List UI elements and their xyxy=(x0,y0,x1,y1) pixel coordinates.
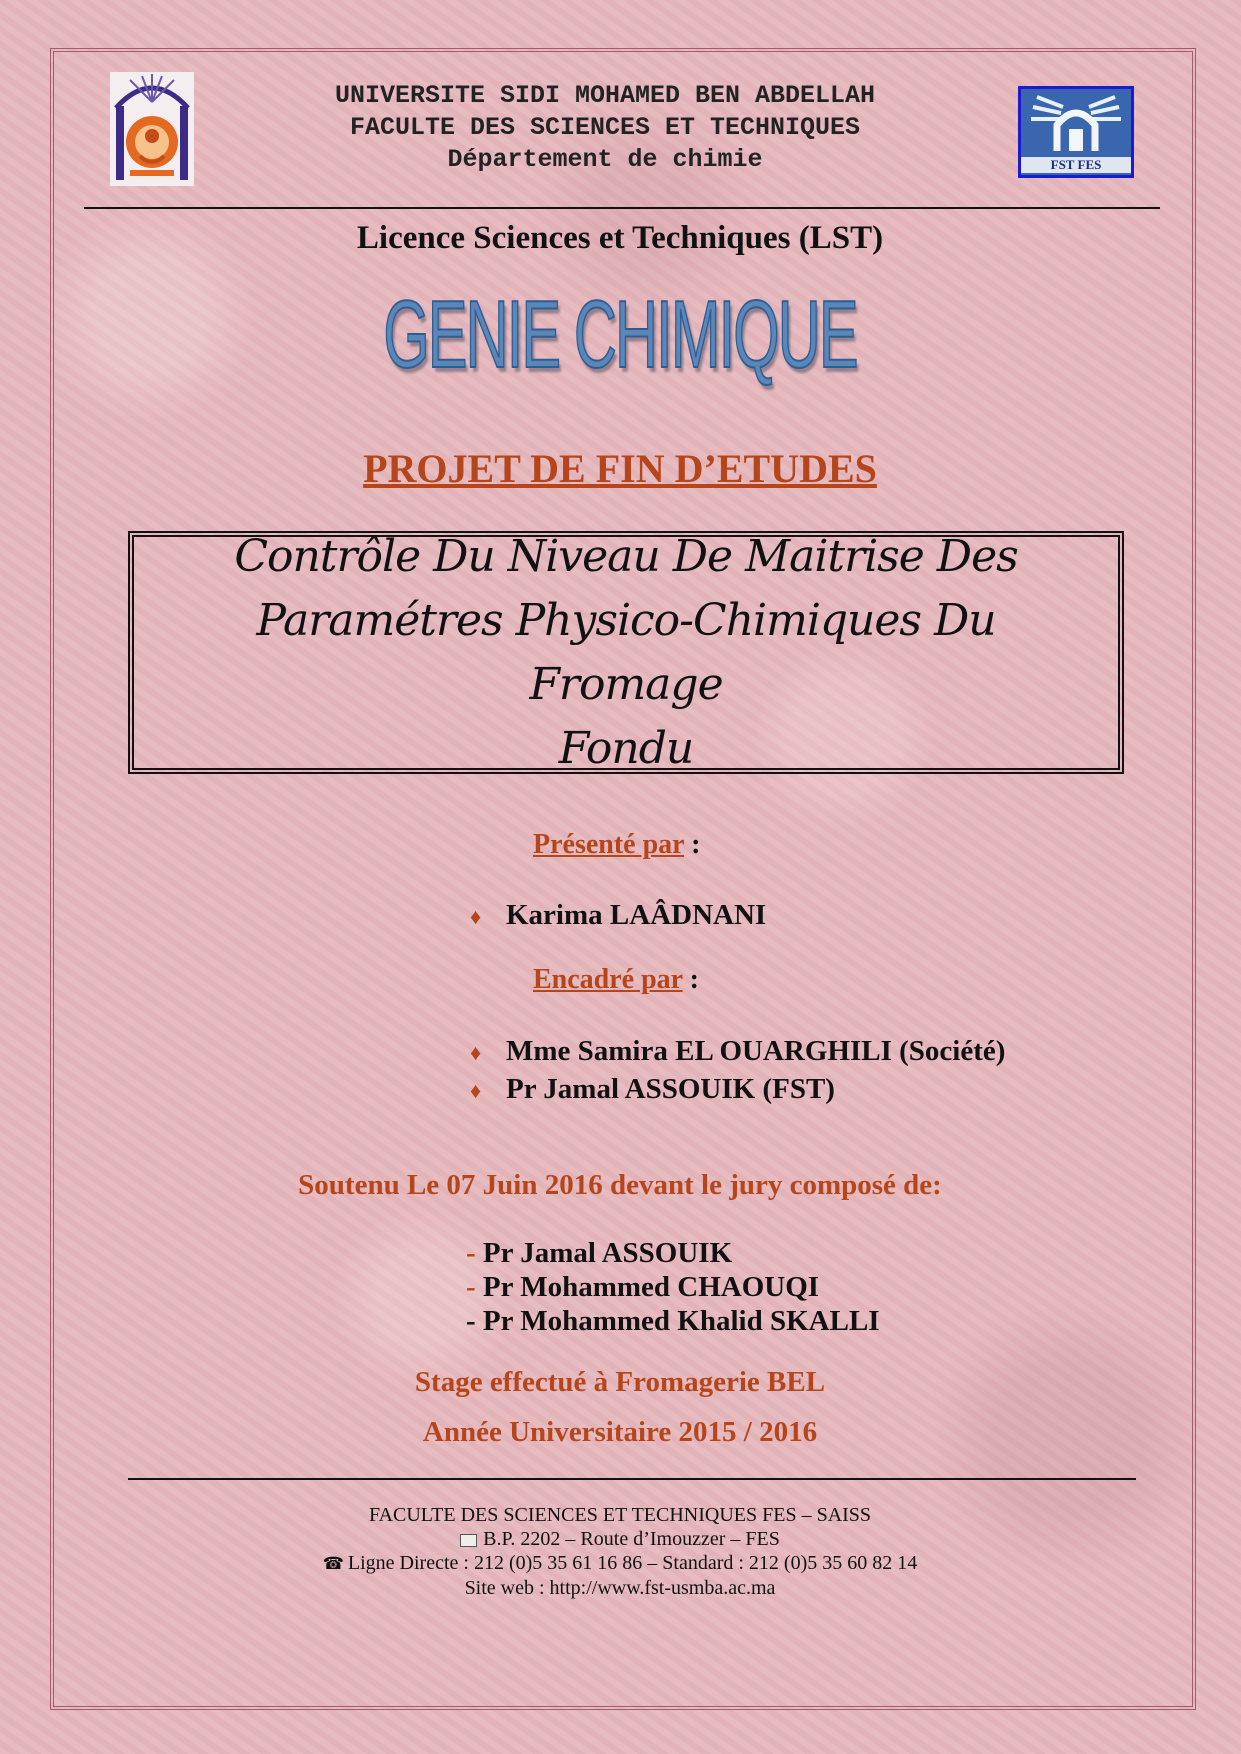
jury-member: - Pr Mohammed CHAOUQI xyxy=(466,1271,820,1303)
institution-header xyxy=(220,80,990,176)
program-title: Licence Sciences et Techniques (LST) xyxy=(356,220,884,256)
mail-icon xyxy=(460,1534,477,1547)
specialty-title: GENIE CHIMIQUE xyxy=(383,281,857,388)
footer-institution: FACULTE DES SCIENCES ET TECHNIQUES FES – SAISS xyxy=(368,1504,872,1526)
internship-location: Stage effectué à Fromagerie BEL xyxy=(414,1366,826,1398)
supervisor-item: ♦ Mme Samira EL OUARGHILI (Société) xyxy=(470,1033,1005,1071)
footer-website: Site web : http://www.fst-usmba.ac.ma xyxy=(464,1577,776,1599)
phone-icon: ☎ xyxy=(322,1554,344,1573)
student-name: Karima LAÂDNANI xyxy=(506,899,767,931)
jury-list xyxy=(466,1236,880,1338)
presented-by-label: Présenté par : xyxy=(533,829,701,860)
footer-address-line: B.P. 2202 – Route d’Imouzzer – FES xyxy=(200,1527,1040,1551)
university-name: UNIVERSITE SIDI MOHAMED BEN ABDELLAH xyxy=(334,81,876,110)
thesis-title-line: Fondu xyxy=(558,722,694,774)
student-item xyxy=(470,897,766,935)
fst-logo-label: FST FES xyxy=(1021,157,1131,173)
fst-logo xyxy=(1018,86,1134,178)
jury-member: - Pr Jamal ASSOUIK xyxy=(466,1237,733,1269)
footer-divider xyxy=(128,1478,1136,1480)
footer-phone-line: ☎ Ligne Directe : 212 (0)5 35 61 16 86 – Standard : 212 (0)5 35 60 82 14 xyxy=(322,1552,918,1574)
defense-statement: Soutenu Le 07 Juin 2016 devant le jury composé de: xyxy=(298,1169,942,1201)
university-logo xyxy=(110,72,194,186)
supervisor-item: ♦ Pr Jamal ASSOUIK (FST) xyxy=(470,1071,1005,1109)
diamond-bullet-icon: ♦ xyxy=(470,1078,482,1103)
thesis-title xyxy=(134,525,1118,781)
thesis-title-line: Paramétres Physico-Chimiques Du Fromage xyxy=(256,594,996,710)
diamond-bullet-icon: ♦ xyxy=(470,904,482,929)
department-name: Département de chimie xyxy=(447,145,763,174)
thesis-title-line: Contrôle Du Niveau De Maitrise Des xyxy=(234,530,1018,582)
supervisor-list xyxy=(470,1033,1005,1109)
jury-member: - Pr Mohammed Khalid SKALLI xyxy=(466,1305,880,1337)
project-type: PROJET DE FIN D’ETUDES xyxy=(363,446,877,491)
header-divider xyxy=(84,207,1160,209)
diamond-bullet-icon: ♦ xyxy=(470,1040,482,1065)
faculty-name: FACULTE DES SCIENCES ET TECHNIQUES xyxy=(349,113,861,142)
supervised-by-label: Encadré par : xyxy=(533,964,699,995)
thesis-title-box xyxy=(128,531,1124,774)
academic-year: Année Universitaire 2015 / 2016 xyxy=(422,1416,818,1448)
footer xyxy=(200,1503,1040,1600)
